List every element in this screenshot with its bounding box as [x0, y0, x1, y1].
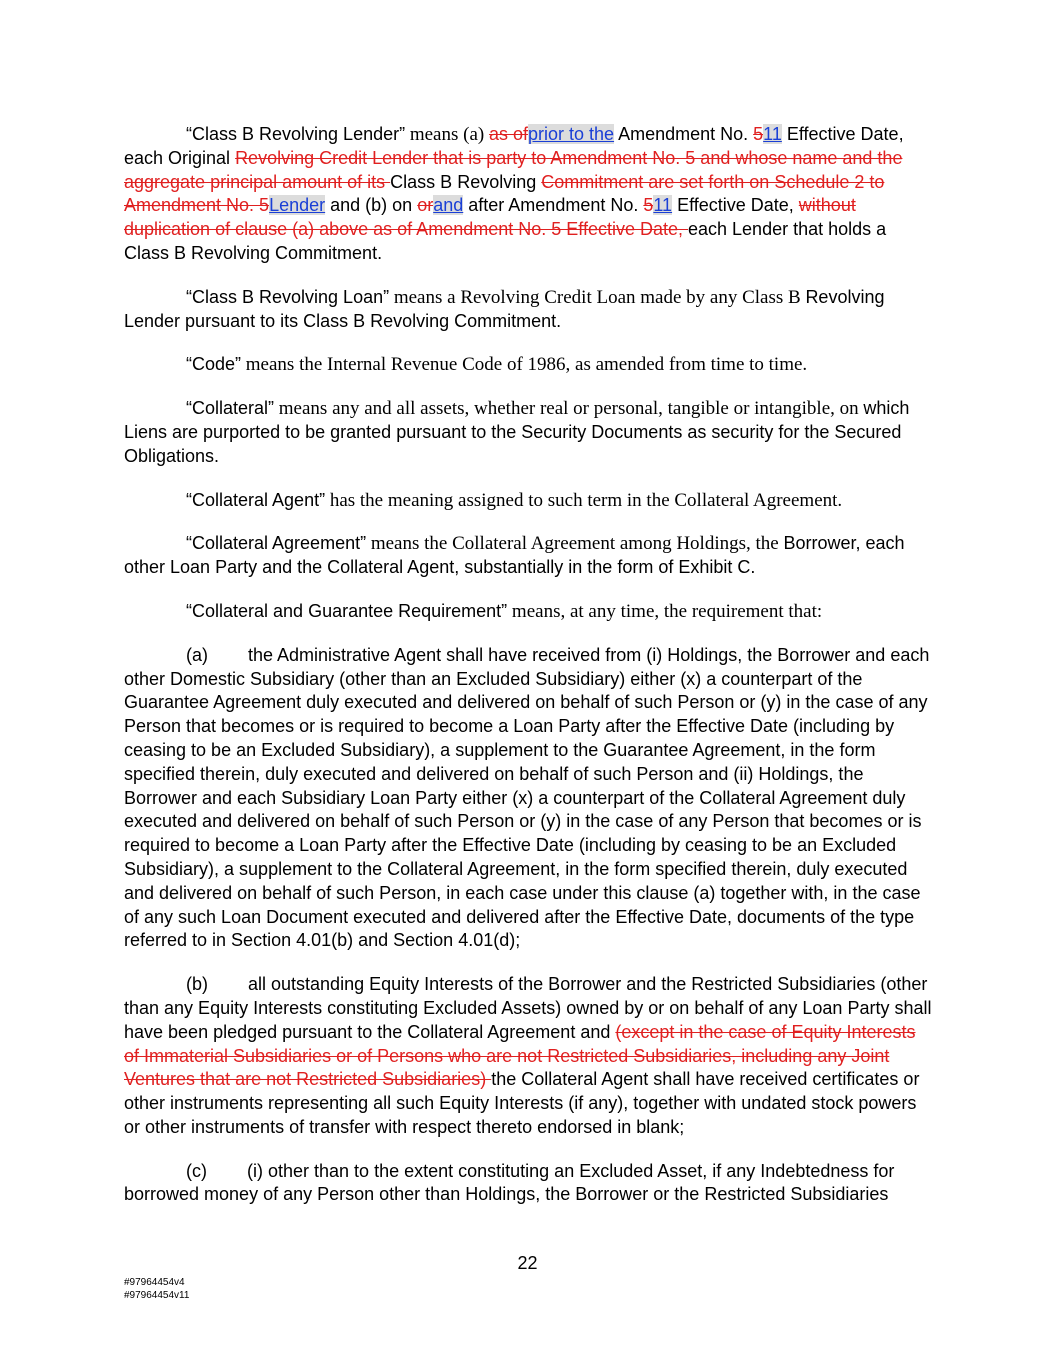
deleted-text: 5: [643, 195, 654, 216]
definition-text: has the meaning assigned to such term in the Collateral Agreement.: [325, 489, 843, 511]
inserted-text: and: [433, 195, 464, 216]
definition-text: and (b) on: [325, 195, 418, 216]
deleted-text: or: [417, 195, 434, 216]
clause-text: all outstanding Equity Interests of the Borrower and the Restricted Subsidiaries (other than any Equity Interests constituting Excluded Assets) owned by or on behalf of any Loan Party shall have been pledged pursuant to the Collateral Agreement and: [124, 974, 932, 1042]
document-footer: [124, 1276, 189, 1302]
clause-a: [124, 644, 932, 953]
inserted-text: prior to the: [528, 124, 615, 144]
definition-text: Revolving Lender pursuant to its Class B Revolving Commitment.: [124, 286, 885, 331]
definition-text: Borrower, each other Loan Party and the Collateral Agent, substantially in the form of Exhibit C.: [124, 533, 905, 578]
inserted-text: 11: [653, 195, 673, 216]
clause-text: the Collateral Agent shall have received certificates or other instruments representing all such Equity Interests (if any), together with undated stock powers or other instruments of transfer with respect thereto endorsed in blank;: [124, 1069, 920, 1137]
definition-class-b-revolving-lender: [124, 123, 932, 266]
definition-collateral-and-guarantee-requirement: [124, 600, 932, 624]
definition-text: means the Internal Revenue Code of 1986, as amended from time to time.: [241, 354, 808, 376]
defined-term: “Collateral”: [186, 398, 275, 419]
defined-term: “Code”: [186, 354, 242, 375]
definition-text: Amendment No.: [614, 124, 754, 144]
defined-term: “Collateral Agent”: [186, 489, 326, 510]
definition-text: means, at any time, the requirement that:: [507, 600, 823, 622]
definition-class-b-revolving-loan: [124, 286, 932, 334]
defined-term: “Collateral and Guarantee Requirement”: [186, 600, 508, 621]
clause-text: the Administrative Agent shall have received from (i) Holdings, the Borrower and each other Domestic Subsidiary (other than an Excluded Subsidiary) either (x) a counterpart of the Guarantee Agreement duly executed and delivered on behalf of such Person or (y) in the case of any Person that becomes or is required to become a Loan Party after the Effective Date (including by ceasing to be an Excluded Subsidiary), a supplement to the Guarantee Agreement, in the form specified therein, duly executed and delivered on behalf of such Person and (ii) Holdings, the Borrower and each Subsidiary Loan Party either (x) a counterpart of the Collateral Agreement duly executed and delivered on behalf of such Person or (y) in the case of any Person that becomes or is required to become a Loan Party after the Effective Date (including by ceasing to be an Excluded Subsidiary), a supplement to the Collateral Agreement, in the form specified therein, duly executed and delivered on behalf of such Person, in each case under this clause (a) together with, in the case of any such Loan Document executed and delivered after the Effective Date, documents of the type referred to in Section 4.01(b) and Section 4.01(d);: [124, 644, 930, 951]
definition-collateral-agreement: [124, 532, 932, 580]
clause-label: (c): [186, 1160, 207, 1181]
deleted-text: without duplication of clause (a) above as of Amendment No. 5 Effective Date,: [124, 195, 856, 240]
defined-term: “Class B Revolving Loan”: [186, 286, 390, 307]
deleted-text: (except in the case of Equity Interests of Immaterial Subsidiaries or of Persons who are not Restricted Subsidiaries, including any Joint Ventures that are not Restricted Subsidiaries): [124, 1021, 916, 1090]
definition-text: which Liens are purported to be granted pursuant to the Security Documents as security for the Secured Obligations.: [124, 398, 910, 466]
definition-text: Effective Date, each Original: [124, 124, 904, 168]
definition-text: after Amendment No.: [463, 195, 644, 216]
page-number: 22: [517, 1253, 538, 1273]
deleted-text: as of: [488, 124, 529, 144]
definition-text: Class B Revolving: [390, 171, 542, 192]
document-id: #97964454v4: [124, 1277, 185, 1288]
defined-term: “Collateral Agreement”: [186, 533, 367, 554]
definition-collateral: [124, 397, 932, 468]
definition-text: means the Collateral Agreement among Holdings, the: [366, 533, 784, 555]
document-id: #97964454v11: [124, 1290, 190, 1301]
definition-text: means any and all assets, whether real or personal, tangible or intangible, on: [274, 398, 864, 420]
deleted-text: Commitment are set forth on Schedule 2 to Amendment No. 5: [124, 171, 885, 216]
clause-label: (b): [186, 974, 208, 995]
inserted-text: 11: [763, 124, 782, 144]
deleted-text: Revolving Credit Lender that is party to Amendment No. 5 and whose name and the aggregate principal amount of its: [124, 147, 903, 192]
deleted-text: 5: [753, 124, 764, 144]
definition-code: [124, 353, 932, 377]
clause-text: (i) other than to the extent constituting an Excluded Asset, if any Indebtedness for borrowed money of any Person other than Holdings, the Borrower or the Restricted Subsidiaries: [124, 1160, 895, 1205]
definition-collateral-agent: [124, 489, 932, 513]
inserted-text: Lender: [269, 195, 326, 216]
defined-term: “Class B Revolving Lender”: [186, 124, 406, 144]
definition-text: means (a): [405, 124, 489, 145]
clause-b: [124, 973, 932, 1140]
definition-text: each Lender that holds a Class B Revolving Commitment.: [124, 219, 887, 263]
definition-text: Effective Date,: [672, 195, 799, 216]
definition-text: means a Revolving Credit Loan made by any Class B: [389, 286, 806, 308]
clause-c: [124, 1160, 932, 1208]
document-body: [124, 123, 932, 1227]
clause-label: (a): [186, 644, 208, 665]
